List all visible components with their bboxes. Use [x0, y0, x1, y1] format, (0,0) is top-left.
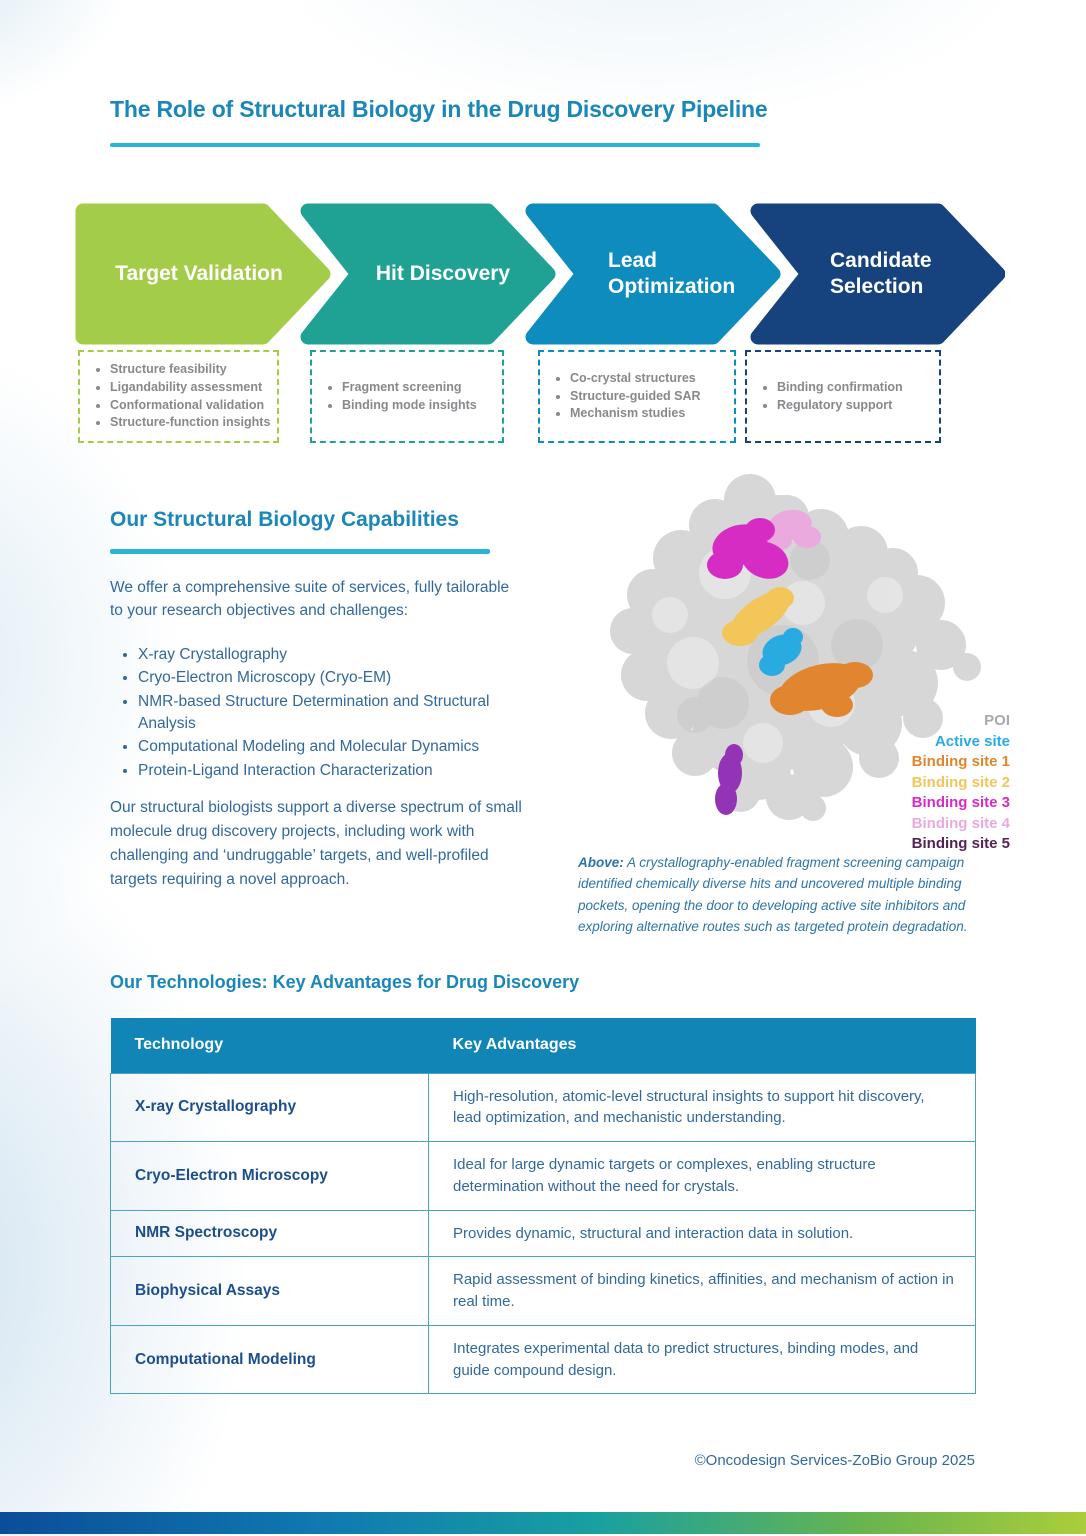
page-title: The Role of Structural Biology in the Drug Discovery Pipeline	[110, 96, 768, 122]
note-item: • Structure-guided SAR	[570, 388, 701, 406]
note-item: • Binding mode insights	[342, 397, 477, 415]
advantage-cell: Ideal for large dynamic targets or complexes, enabling structure determination without the need for crystals.	[429, 1142, 976, 1211]
legend-active-site: Active site	[934, 732, 1010, 750]
capabilities-heading: Our Structural Biology Capabilities	[110, 508, 459, 531]
table-row	[111, 1073, 976, 1142]
service-item: • Cryo-Electron Microscopy (Cryo-EM)	[138, 667, 516, 689]
notes-hit-discovery	[310, 350, 504, 443]
technology-cell: Biophysical Assays	[111, 1257, 429, 1326]
capabilities-underline	[110, 549, 490, 554]
legend-binding-site-3: Binding site 3	[911, 794, 1010, 811]
service-item: • X-ray Crystallography	[138, 644, 516, 666]
stage-label-lead-optimization	[608, 248, 778, 300]
figure-legend	[912, 711, 1010, 855]
legend-binding-site-1: Binding site 1	[911, 753, 1010, 770]
column-header-key-advantages: Key Advantages	[429, 1018, 976, 1073]
notes-candidate-selection	[745, 350, 941, 443]
footer-gradient-bar	[0, 1512, 1086, 1534]
notes-target-validation	[78, 350, 279, 443]
table-row	[111, 1325, 976, 1394]
legend-binding-site-5: Binding site 5	[911, 835, 1010, 852]
protein-structure-figure	[575, 455, 1012, 852]
table-header-row	[111, 1018, 976, 1073]
advantage-cell: Provides dynamic, structural and interaction data in solution.	[429, 1210, 976, 1257]
note-item: • Co-crystal structures	[570, 370, 701, 388]
copyright-text: ©Oncodesign Services-ZoBio Group 2025	[694, 1452, 975, 1469]
stage-label-line: Candidate	[830, 249, 932, 272]
figure-caption-lead: Above:	[578, 855, 624, 870]
stage-label-target-validation: Target Validation	[115, 262, 283, 285]
technologies-table	[110, 1018, 976, 1394]
column-header-technology: Technology	[111, 1018, 429, 1073]
legend-binding-site-2: Binding site 2	[911, 773, 1010, 791]
stage-label-hit-discovery: Hit Discovery	[375, 262, 511, 285]
stage-label-line: Selection	[830, 275, 924, 298]
technology-cell: X-ray Crystallography	[111, 1073, 429, 1142]
technology-cell: Computational Modeling	[111, 1325, 429, 1394]
drug-discovery-pipeline	[75, 203, 1005, 345]
stage-label-candidate-selection	[830, 248, 1000, 300]
legend-poi: POI	[984, 712, 1010, 729]
service-item: • NMR-based Structure Determination and Structural Analysis	[138, 691, 516, 736]
legend-binding-site-4: Binding site 4	[911, 814, 1010, 832]
note-item: • Mechanism studies	[570, 405, 701, 423]
figure-caption-text: A crystallography-enabled fragment screening campaign identified chemically diverse hits and uncovered multiple binding pockets, opening the door to developing active site inhibitors and exploring alternative routes such as targeted protein degradation.	[578, 855, 968, 934]
advantage-cell: Rapid assessment of binding kinetics, affinities, and mechanism of action in real time.	[429, 1257, 976, 1326]
note-item: • Structure-function insights	[110, 414, 270, 432]
advantage-cell: Integrates experimental data to predict structures, binding modes, and guide compound design.	[429, 1325, 976, 1394]
table-row	[111, 1257, 976, 1326]
stage-label-line: Lead	[608, 249, 658, 272]
capabilities-intro: We offer a comprehensive suite of services, fully tailorable to your research objectives and challenges:	[110, 579, 510, 620]
capabilities-service-list	[116, 644, 516, 783]
table-row	[111, 1142, 976, 1211]
figure-caption	[578, 852, 978, 937]
notes-lead-optimization	[538, 350, 736, 443]
note-item: • Regulatory support	[777, 397, 903, 415]
note-item: • Ligandability assessment	[110, 379, 270, 397]
service-item: • Computational Modeling and Molecular Dynamics	[138, 736, 516, 758]
advantage-cell: High-resolution, atomic-level structural insights to support hit discovery, lead optimization, and mechanistic understanding.	[429, 1073, 976, 1142]
note-item: • Binding confirmation	[777, 379, 903, 397]
table-row	[111, 1210, 976, 1257]
stage-label-line: Optimization	[608, 275, 736, 298]
service-item: • Protein-Ligand Interaction Characterization	[138, 760, 516, 782]
note-item: • Structure feasibility	[110, 361, 270, 379]
technology-cell: Cryo-Electron Microscopy	[111, 1142, 429, 1211]
note-item: • Fragment screening	[342, 379, 477, 397]
capabilities-outro: Our structural biologists support a diverse spectrum of small molecule drug discovery projects, including work with challenging and ‘undruggable’ targets, and well-profiled targets requiring a novel approach.	[110, 799, 522, 889]
title-underline	[110, 143, 760, 147]
technologies-heading: Our Technologies: Key Advantages for Drug Discovery	[110, 972, 580, 992]
technology-cell: NMR Spectroscopy	[111, 1210, 429, 1257]
note-item: • Conformational validation	[110, 397, 270, 415]
